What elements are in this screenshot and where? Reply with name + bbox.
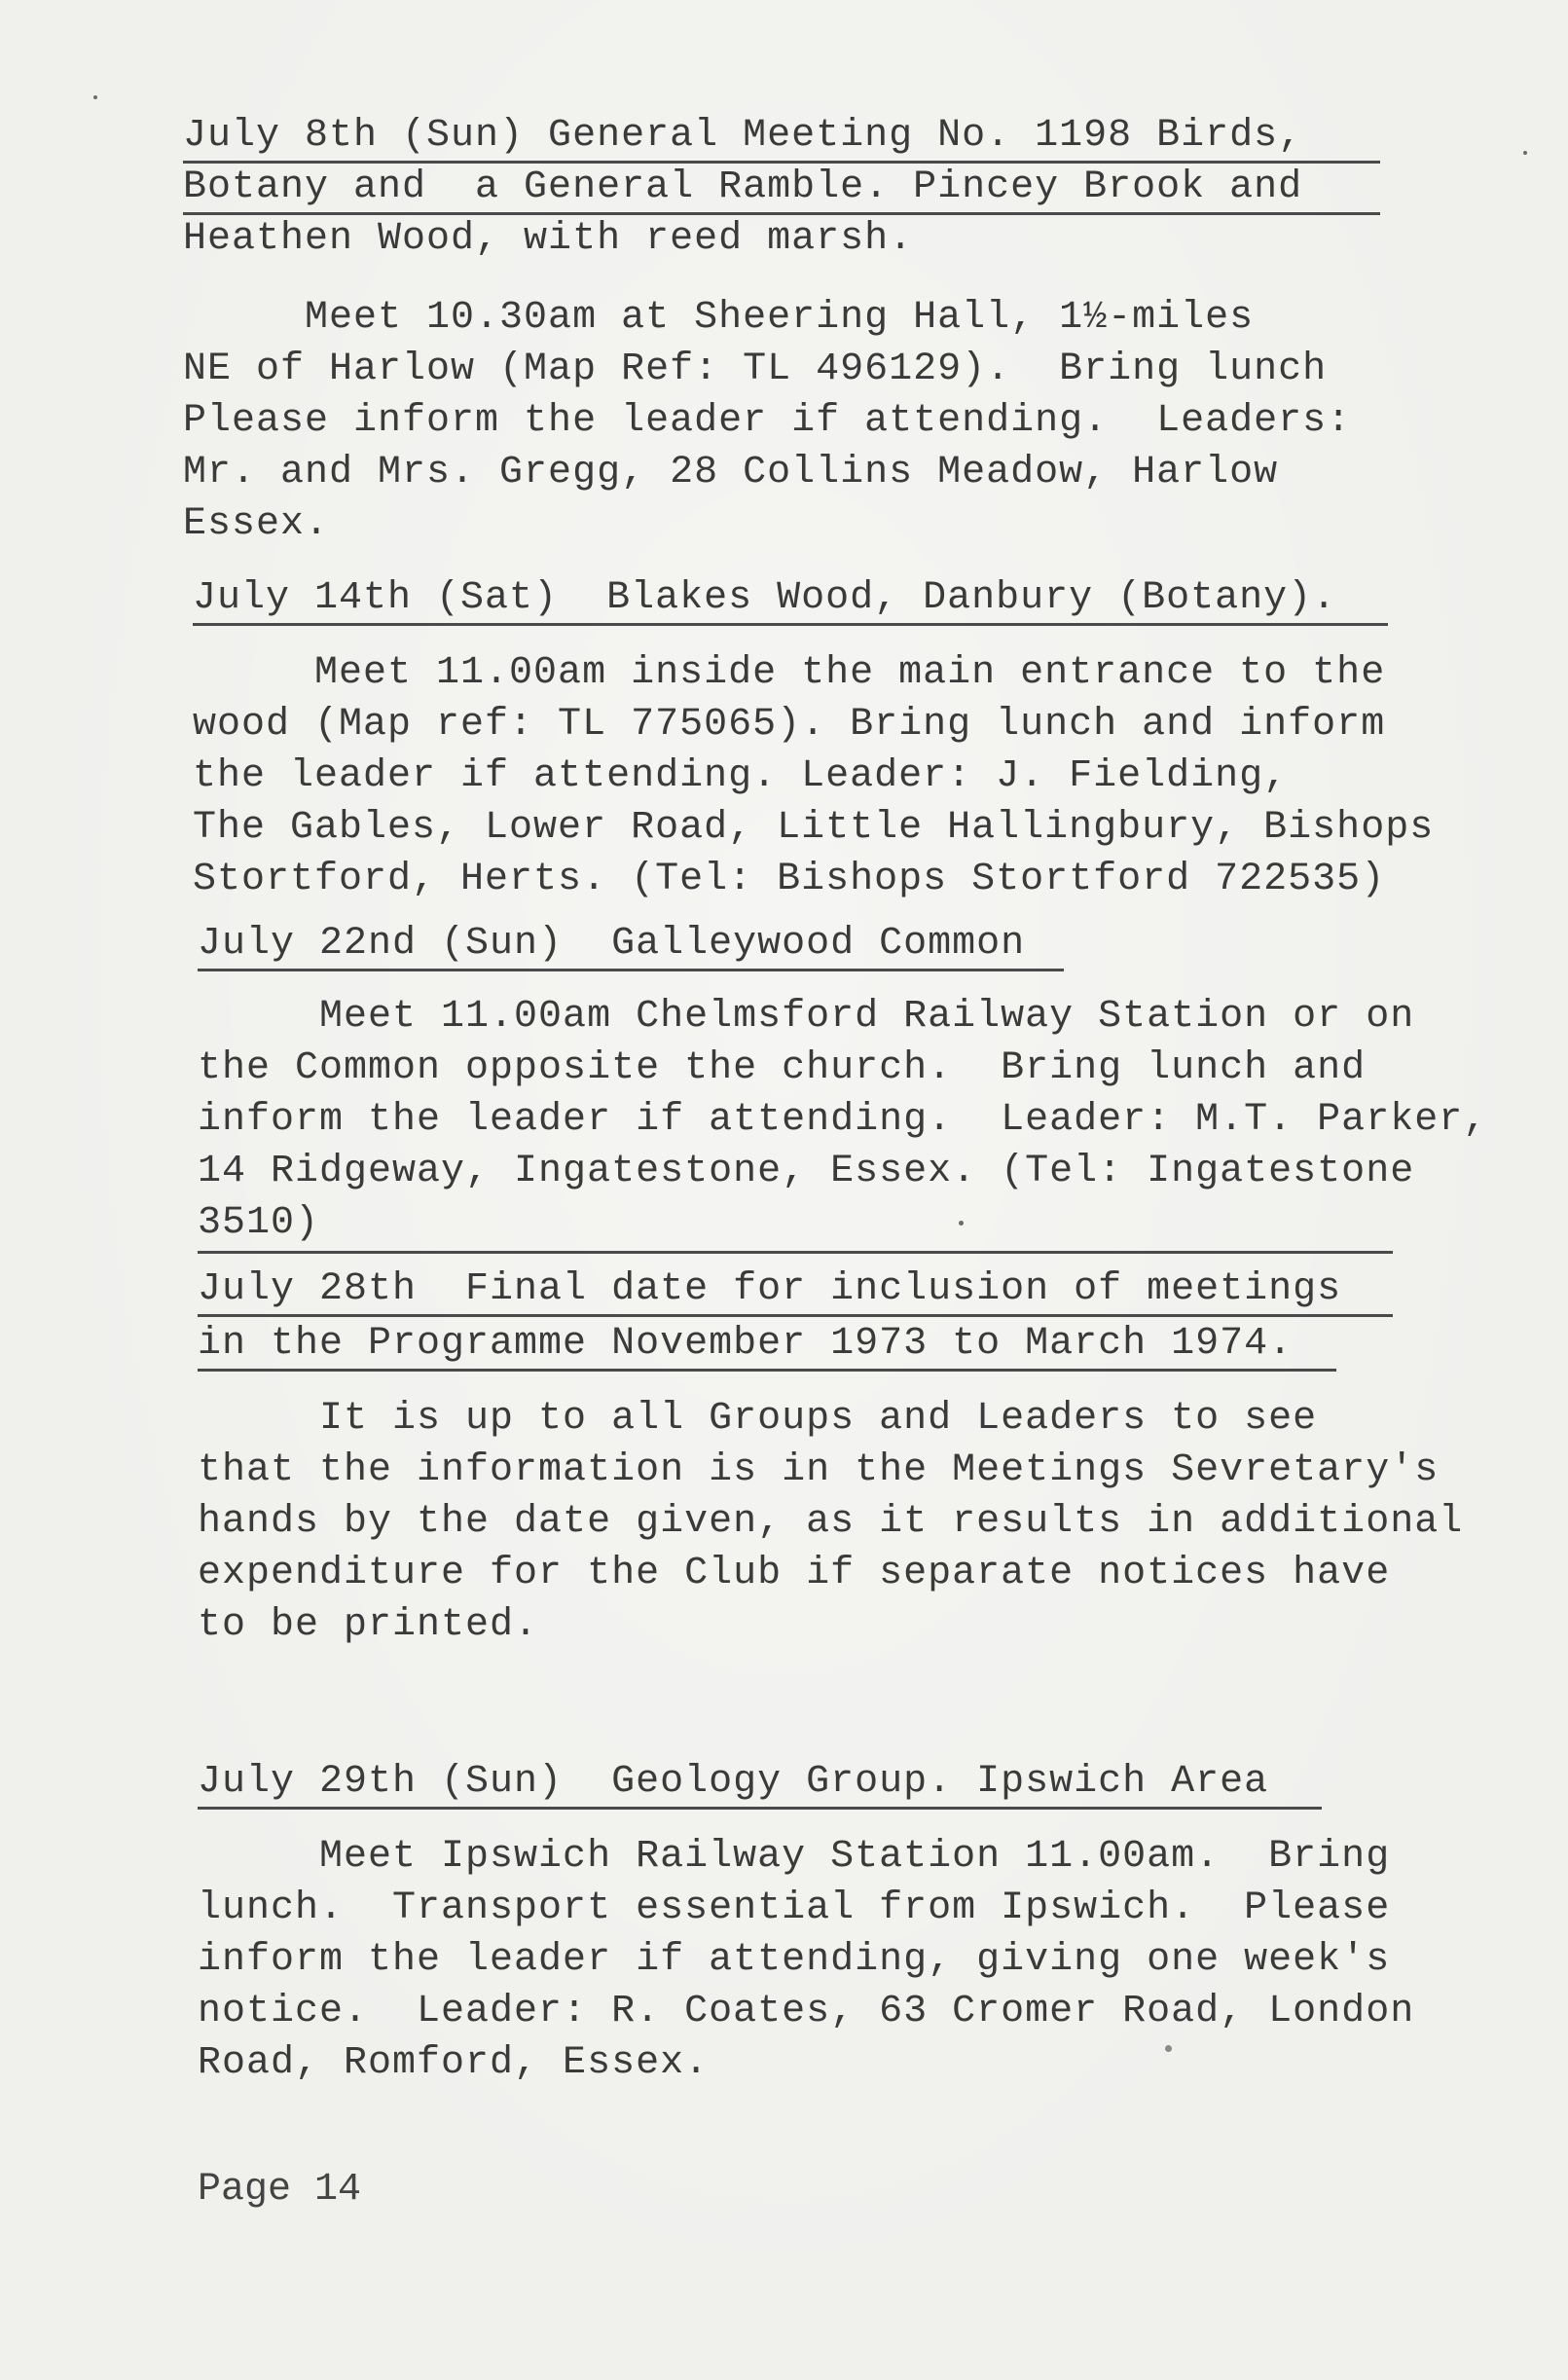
section-text-line: notice. Leader: R. Coates, 63 Cromer Road, London xyxy=(198,1990,1415,2033)
section-heading-line: in the Programme November 1973 to March 1974. xyxy=(198,1322,1294,1366)
section-text-line: Stortford, Herts. (Tel: Bishops Stortford 722535) xyxy=(193,858,1386,901)
section-heading-line: July 22nd (Sun) Galleywood Common xyxy=(198,922,1026,966)
section-text-line: NE of Harlow (Map Ref: TL 496129). Bring lunch xyxy=(183,348,1328,391)
section-divider xyxy=(198,1251,1393,1254)
section-text-line: Mr. and Mrs. Gregg, 28 Collins Meadow, Harlow xyxy=(183,451,1279,494)
heading-underline xyxy=(198,1369,1336,1372)
section-text-line: It is up to all Groups and Leaders to see xyxy=(198,1397,1318,1441)
section-text-line: Road, Romford, Essex. xyxy=(198,2041,710,2085)
scan-speck xyxy=(1165,2045,1172,2052)
section-heading-line: Botany and a General Ramble. Pincey Brook and xyxy=(183,165,1303,209)
section-text-line: Meet Ipswich Railway Station 11.00am. Bring xyxy=(198,1835,1391,1879)
scan-speck xyxy=(93,95,97,99)
section-heading-line: July 14th (Sat) Blakes Wood, Danbury (Botany). xyxy=(193,576,1337,620)
section-text-line: the leader if attending. Leader: J. Fielding, xyxy=(193,754,1289,798)
heading-underline xyxy=(198,969,1064,971)
section-heading-line: July 29th (Sun) Geology Group. Ipswich Area xyxy=(198,1760,1269,1804)
heading-underline xyxy=(198,1314,1393,1317)
section-heading-line: July 28th Final date for inclusion of meetings xyxy=(198,1267,1342,1311)
section-text-line: hands by the date given, as it results in additional xyxy=(198,1500,1464,1544)
scan-speck xyxy=(1523,151,1527,155)
section-text-line: Meet 11.00am inside the main entrance to the xyxy=(193,651,1386,695)
section-text-line: wood (Map ref: TL 775065). Bring lunch and inform xyxy=(193,703,1386,747)
section-text-line: that the information is in the Meetings Sevretary's xyxy=(198,1448,1440,1492)
section-heading-line: July 8th (Sun) General Meeting No. 1198 Birds, xyxy=(183,114,1303,158)
section-text-line: 3510) xyxy=(198,1201,320,1245)
heading-underline xyxy=(193,623,1388,626)
scan-speck xyxy=(959,1221,964,1226)
section-text-line: lunch. Transport essential from Ipswich. Please xyxy=(198,1886,1391,1930)
section-text-line: to be printed. xyxy=(198,1603,539,1647)
page-number: Page 14 xyxy=(198,2168,362,2212)
section-text-line: inform the leader if attending, giving one week's xyxy=(198,1938,1391,1982)
heading-underline xyxy=(183,161,1380,164)
section-text-line: Heathen Wood, with reed marsh. xyxy=(183,217,914,261)
section-text-line: expenditure for the Club if separate notices have xyxy=(198,1552,1391,1595)
section-text-line: Meet 10.30am at Sheering Hall, 1½-miles xyxy=(183,296,1255,340)
section-text-line: 14 Ridgeway, Ingatestone, Essex. (Tel: Ingatestone xyxy=(198,1150,1415,1193)
section-text-line: Please inform the leader if attending. Leaders: xyxy=(183,399,1352,443)
heading-underline xyxy=(183,212,1380,215)
section-text-line: Essex. xyxy=(183,502,330,546)
section-text-line: The Gables, Lower Road, Little Hallingbury, Bishops xyxy=(193,806,1435,850)
section-text-line: Meet 11.00am Chelmsford Railway Station or on xyxy=(198,995,1415,1039)
section-text-line: the Common opposite the church. Bring lunch and xyxy=(198,1046,1367,1090)
heading-underline xyxy=(198,1807,1322,1810)
section-text-line: inform the leader if attending. Leader: M.T. Parker, xyxy=(198,1098,1488,1142)
